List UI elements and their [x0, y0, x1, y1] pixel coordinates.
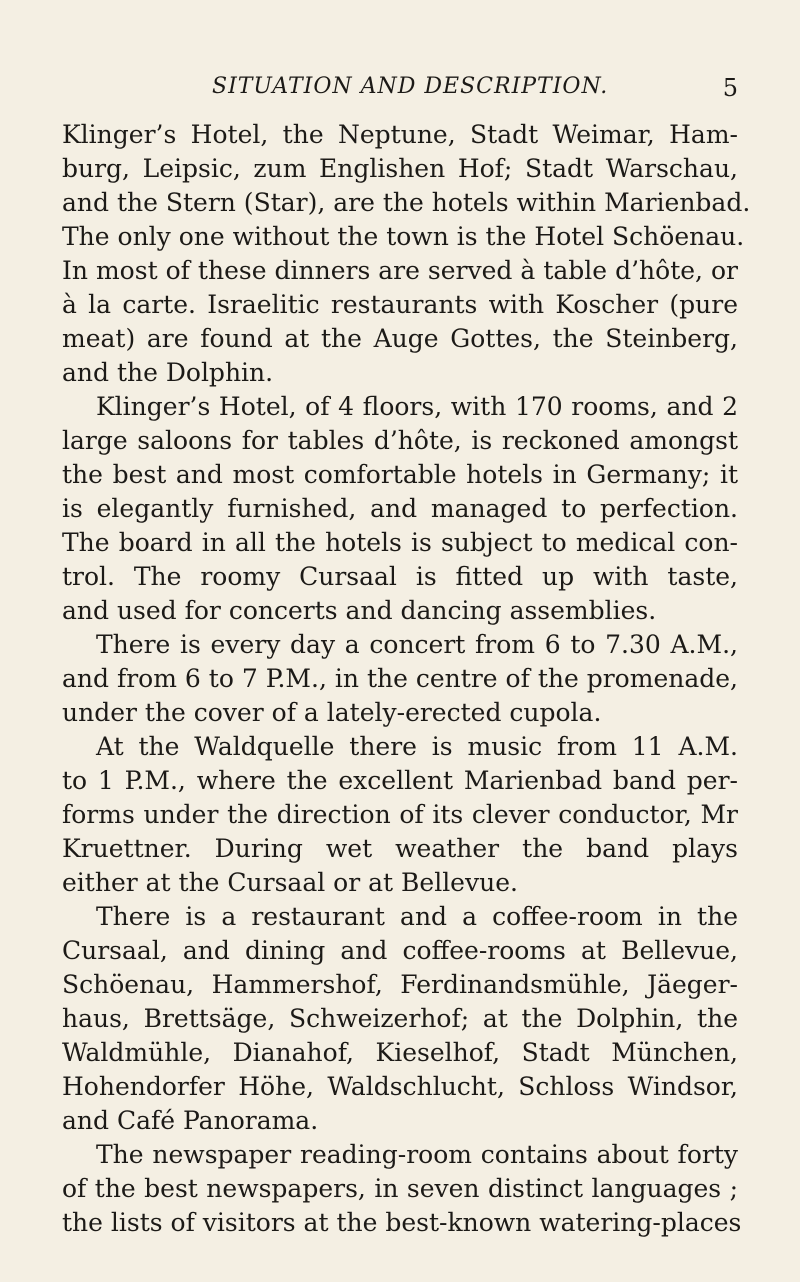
text-line: and from 6 to 7 P.M., in the centre of the promenade, — [62, 664, 738, 693]
text-line: to 1 P.M., where the excellent Marienbad band per- — [62, 766, 738, 795]
book-page — [62, 66, 751, 1240]
text-line: forms under the direction of its clever conductor, Mr — [62, 800, 738, 829]
text-line: There is every day a concert from 6 to 7.30 A.M., — [96, 630, 738, 659]
page-header — [62, 66, 738, 110]
text-line: trol. The roomy Cursaal is fitted up with taste, — [62, 562, 738, 591]
text-line: Cursaal, and dining and coffee-rooms at Bellevue, — [62, 936, 738, 965]
text-line: the lists of visitors at the best-known watering-places — [62, 1208, 742, 1237]
text-line: à la carte. Israelitic restaurants with Koscher (pure — [62, 290, 738, 319]
text-line: meat) are found at the Auge Gottes, the Steinberg, — [62, 324, 738, 353]
text-line: large saloons for tables d’hôte, is reckoned amongst — [62, 426, 738, 455]
text-line: Klinger’s Hotel, of 4 floors, with 170 rooms, and 2 — [96, 392, 738, 421]
text-line: Schöenau, Hammershof, Ferdinandsmühle, Jäeger- — [62, 970, 738, 999]
text-line: The board in all the hotels is subject to medical con- — [62, 528, 738, 557]
text-line: either at the Cursaal or at Bellevue. — [62, 868, 518, 897]
text-line: The newspaper reading-room contains about forty — [96, 1140, 738, 1169]
running-head: SITUATION AND DESCRIPTION. — [212, 74, 609, 99]
text-line: is elegantly furnished, and managed to perfection. — [62, 494, 738, 523]
text-line: under the cover of a lately-erected cupola. — [62, 698, 602, 727]
text-line: In most of these dinners are served à table d’hôte, or — [62, 256, 738, 285]
body-text — [62, 118, 751, 1240]
text-line: and used for concerts and dancing assemblies. — [62, 596, 657, 625]
text-line: and the Dolphin. — [62, 358, 274, 387]
text-line: Waldmühle, Dianahof, Kieselhof, Stadt München, — [62, 1038, 738, 1067]
text-line: The only one without the town is the Hotel Schöenau. — [62, 222, 745, 251]
text-line: of the best newspapers, in seven distinct languages ; — [62, 1174, 738, 1203]
text-line: and Café Panorama. — [62, 1106, 319, 1135]
text-line: Kruettner. During wet weather the band plays — [62, 834, 738, 863]
text-line: and the Stern (Star), are the hotels within Marienbad. — [62, 188, 751, 217]
page-number: 5 — [722, 74, 738, 102]
text-line: At the Waldquelle there is music from 11 A.M. — [96, 732, 738, 761]
text-line: burg, Leipsic, zum Englishen Hof; Stadt Warschau, — [62, 154, 738, 183]
text-line: There is a restaurant and a coffee-room in the — [96, 902, 738, 931]
text-line: Klinger’s Hotel, the Neptune, Stadt Weimar, Ham- — [62, 120, 738, 149]
text-line: Hohendorfer Höhe, Waldschlucht, Schloss Windsor, — [62, 1072, 738, 1101]
text-line: the best and most comfortable hotels in Germany; it — [62, 460, 738, 489]
text-line: haus, Brettsäge, Schweizerhof; at the Dolphin, the — [62, 1004, 738, 1033]
